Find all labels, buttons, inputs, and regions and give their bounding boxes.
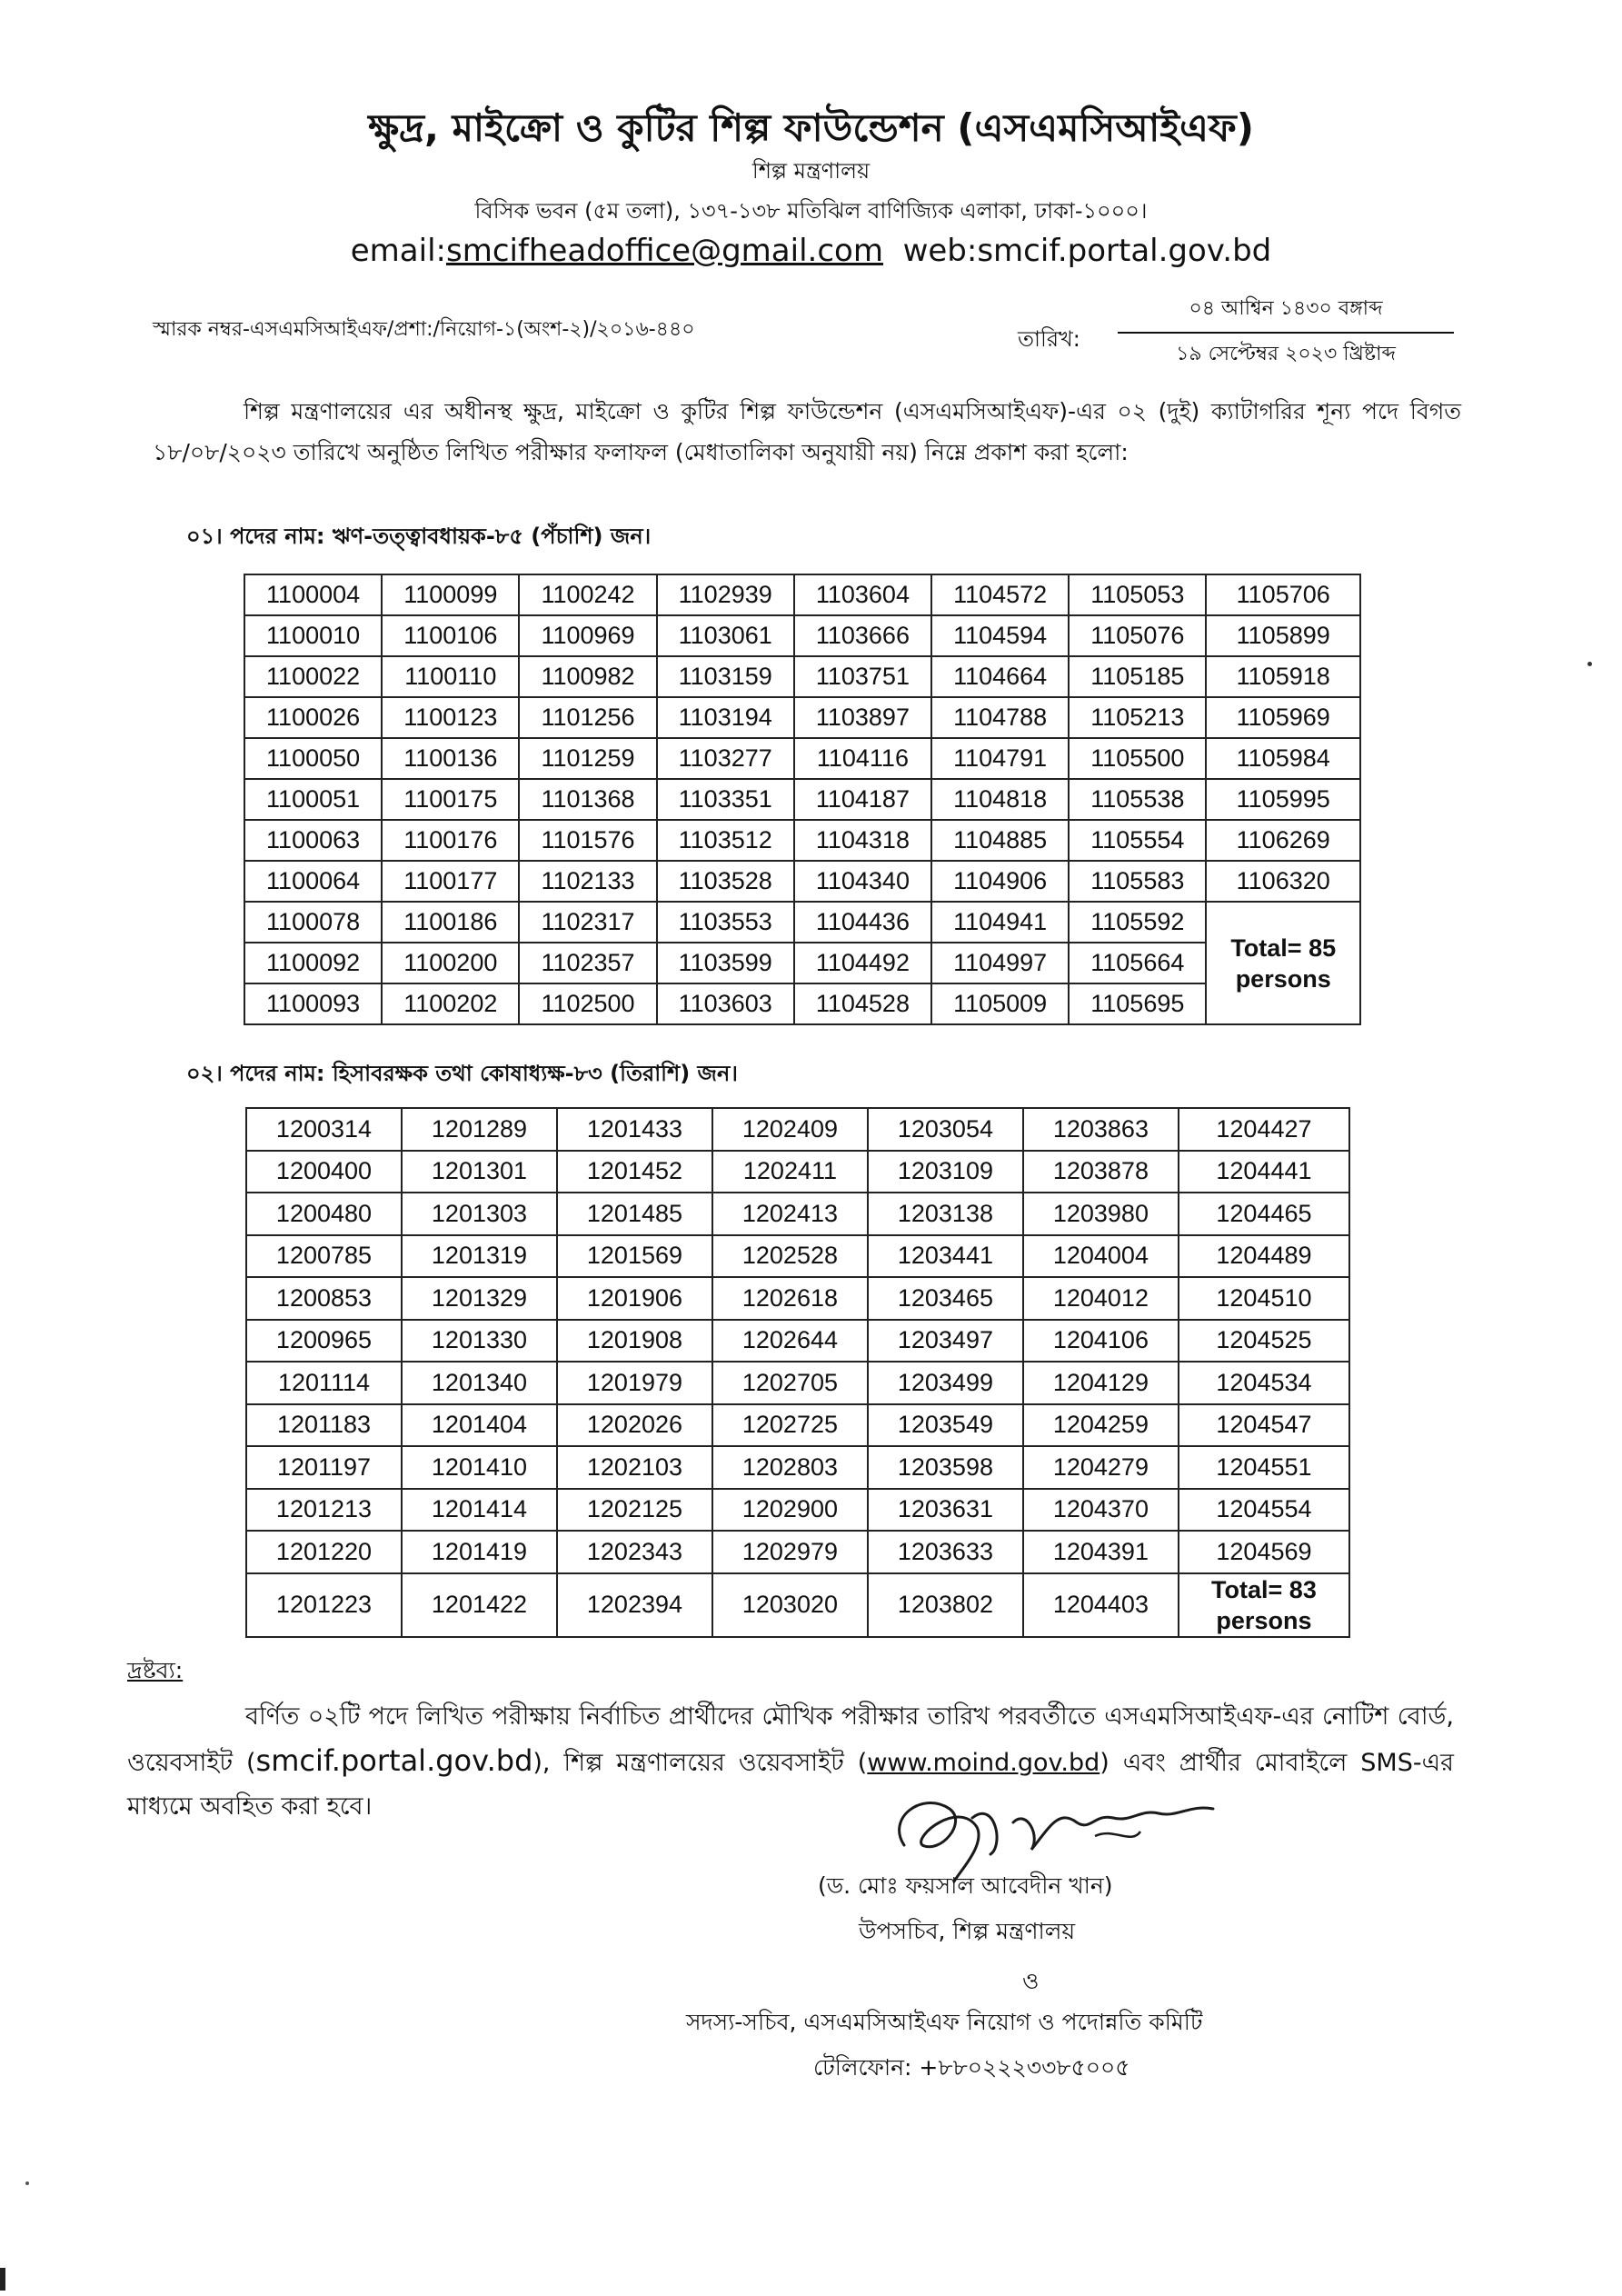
table-row [246, 1404, 1349, 1447]
roll-number-cell: 1201410 [402, 1446, 557, 1489]
roll-number-cell: 1106269 [1206, 820, 1360, 861]
roll-number-cell: 1100200 [382, 943, 519, 983]
roll-number-cell: 1105899 [1206, 615, 1360, 656]
roll-number-cell: 1104340 [794, 861, 931, 902]
roll-number-cell: 1100093 [244, 983, 382, 1024]
ministry-name: শিল্প মন্ত্রণালয় [751, 158, 871, 184]
roll-number-cell: 1204004 [1023, 1235, 1179, 1278]
email-link[interactable]: smcifheadoffice@gmail.com [445, 233, 883, 269]
roll-number-cell: 1104528 [794, 983, 931, 1024]
roll-number-cell: 1103159 [657, 656, 794, 697]
roll-number-cell: 1201114 [246, 1362, 402, 1404]
table-row [244, 656, 1360, 697]
roll-number-cell: 1100064 [244, 861, 382, 902]
roll-number-cell: 1104941 [931, 902, 1069, 943]
roll-number-cell: 1202803 [712, 1446, 868, 1489]
date-bangla: ০৪ আশ্বিন ১৪৩০ বঙ্গাব্দ [1118, 293, 1454, 334]
roll-number-cell: 1201485 [557, 1193, 712, 1235]
roll-number-cell: 1104906 [931, 861, 1069, 902]
web-link[interactable]: smcif.portal.gov.bd [977, 233, 1272, 269]
memo-number: স্মারক নম্বর-এসএমসিআইএফ/প্রশা:/নিয়োগ-১(অংশ-২)/২০১৬-৪৪০ [153, 318, 695, 341]
note-paragraph [127, 1695, 1454, 1829]
roll-number-cell: 1100110 [382, 656, 519, 697]
roll-number-cell: 1202528 [712, 1235, 868, 1278]
roll-number-cell: 1203878 [1023, 1151, 1179, 1193]
roll-number-cell: 1105053 [1069, 574, 1206, 615]
roll-number-cell: 1100186 [382, 902, 519, 943]
roll-number-cell: 1104818 [931, 779, 1069, 820]
email-label: email: [350, 233, 446, 269]
roll-number-cell: 1201213 [246, 1489, 402, 1532]
roll-number-cell: 1202705 [712, 1362, 868, 1404]
roll-number-cell: 1202979 [712, 1531, 868, 1573]
roll-number-cell: 1100969 [519, 615, 656, 656]
roll-number-cell: 1204403 [1023, 1573, 1179, 1637]
roll-number-cell: 1102939 [657, 574, 794, 615]
roll-number-cell: 1100123 [382, 697, 519, 738]
roll-number-cell: 1203109 [868, 1151, 1023, 1193]
roll-number-cell: 1104572 [931, 574, 1069, 615]
roll-number-cell: 1202900 [712, 1489, 868, 1532]
roll-number-cell: 1105969 [1206, 697, 1360, 738]
roll-number-cell: 1203020 [712, 1573, 868, 1637]
roll-number-cell: 1204525 [1179, 1320, 1349, 1363]
roll-number-cell: 1202413 [712, 1193, 868, 1235]
roll-number-cell: 1204489 [1179, 1235, 1349, 1278]
roll-number-cell: 1201414 [402, 1489, 557, 1532]
post1-title: ০১। পদের নাম: ঋণ-তত্ত্বাবধায়ক-৮৫ (পঁচাশি) জন। [186, 524, 652, 549]
roll-number-cell: 1100176 [382, 820, 519, 861]
roll-number-cell: 1100010 [244, 615, 382, 656]
roll-number-cell: 1204510 [1179, 1277, 1349, 1320]
total-unit: persons [1235, 964, 1331, 993]
roll-number-cell: 1104436 [794, 902, 931, 943]
roll-number-cell: 1105695 [1069, 983, 1206, 1024]
roll-number-cell: 1103277 [657, 738, 794, 779]
roll-number-cell: 1105185 [1069, 656, 1206, 697]
total-cell [1206, 902, 1360, 1024]
roll-number-cell: 1105918 [1206, 656, 1360, 697]
roll-number-cell: 1201223 [246, 1573, 402, 1637]
roll-number-cell: 1104187 [794, 779, 931, 820]
roll-number-cell: 1201908 [557, 1320, 712, 1363]
roll-number-cell: 1204106 [1023, 1320, 1179, 1363]
table-row [244, 943, 1360, 983]
roll-number-cell: 1201404 [402, 1404, 557, 1447]
roll-number-cell: 1204012 [1023, 1277, 1179, 1320]
roll-number-cell: 1103061 [657, 615, 794, 656]
contact-line [0, 233, 1622, 269]
roll-number-cell: 1100022 [244, 656, 382, 697]
roll-number-cell: 1201979 [557, 1362, 712, 1404]
roll-number-cell: 1203441 [868, 1235, 1023, 1278]
roll-number-cell: 1105009 [931, 983, 1069, 1024]
moind-website-link[interactable]: www.moind.gov.bd [867, 1749, 1100, 1777]
roll-number-cell: 1203054 [868, 1108, 1023, 1151]
table-row [246, 1108, 1349, 1151]
table-row [244, 697, 1360, 738]
table-row [244, 779, 1360, 820]
roll-number-cell: 1201906 [557, 1277, 712, 1320]
roll-number-cell: 1204441 [1179, 1151, 1349, 1193]
intro-paragraph: শিল্প মন্ত্রণালয়ের এর অধীনস্থ ক্ষুদ্র, মাইক্রো ও কুটির শিল্প ফাউন্ডেশন (এসএমসিআইএফ)-এর ০২ (দুই) ক্যাটাগরির শূন্য পদে বিগত ১৮/০৮/২০২৩ তারিখে অনুষ্ঠিত লিখিত পরীক্ষার ফলাফল (মেধাতালিকা অনুযায়ী নয়) নিম্নে প্রকাশ করা হলো: [153, 398, 1461, 465]
roll-number-cell: 1201419 [402, 1531, 557, 1573]
roll-number-cell: 1104492 [794, 943, 931, 983]
roll-number-cell: 1104318 [794, 820, 931, 861]
table-row [246, 1193, 1349, 1235]
roll-number-cell: 1202618 [712, 1277, 868, 1320]
roll-number-cell: 1105984 [1206, 738, 1360, 779]
roll-number-cell: 1106320 [1206, 861, 1360, 902]
roll-number-cell: 1204465 [1179, 1193, 1349, 1235]
roll-number-cell: 1204129 [1023, 1362, 1179, 1404]
roll-number-cell: 1105664 [1069, 943, 1206, 983]
roll-number-cell: 1203497 [868, 1320, 1023, 1363]
roll-number-cell: 1201289 [402, 1108, 557, 1151]
smcif-website-link[interactable]: smcif.portal.gov.bd [255, 1743, 533, 1778]
table-row [246, 1362, 1349, 1404]
date-label: তারিখ: [1018, 326, 1080, 352]
roll-number-cell: 1202411 [712, 1151, 868, 1193]
roll-number-cell: 1103897 [794, 697, 931, 738]
roll-number-cell: 1201452 [557, 1151, 712, 1193]
roll-number-cell: 1101259 [519, 738, 656, 779]
table-row [246, 1531, 1349, 1573]
roll-number-cell: 1105554 [1069, 820, 1206, 861]
post2-roll-table [245, 1107, 1350, 1638]
roll-number-cell: 1204370 [1023, 1489, 1179, 1532]
roll-number-cell: 1104885 [931, 820, 1069, 861]
roll-number-cell: 1204279 [1023, 1446, 1179, 1489]
table-row [246, 1235, 1349, 1278]
roll-number-cell: 1105592 [1069, 902, 1206, 943]
roll-number-cell: 1100982 [519, 656, 656, 697]
roll-number-cell: 1203802 [868, 1573, 1023, 1637]
roll-number-cell: 1103666 [794, 615, 931, 656]
roll-number-cell: 1204534 [1179, 1362, 1349, 1404]
roll-number-cell: 1104594 [931, 615, 1069, 656]
roll-number-cell: 1203631 [868, 1489, 1023, 1532]
roll-number-cell: 1202103 [557, 1446, 712, 1489]
roll-number-cell: 1204551 [1179, 1446, 1349, 1489]
roll-number-cell: 1103553 [657, 902, 794, 943]
web-label: web: [902, 233, 978, 269]
table-row [246, 1489, 1349, 1532]
roll-number-cell: 1104791 [931, 738, 1069, 779]
table-row [244, 902, 1360, 943]
roll-number-cell: 1100175 [382, 779, 519, 820]
roll-number-cell: 1100051 [244, 779, 382, 820]
roll-number-cell: 1201303 [402, 1193, 557, 1235]
roll-number-cell: 1105706 [1206, 574, 1360, 615]
roll-number-cell: 1102357 [519, 943, 656, 983]
roll-number-cell: 1200785 [246, 1235, 402, 1278]
roll-number-cell: 1203598 [868, 1446, 1023, 1489]
roll-number-cell: 1201433 [557, 1108, 712, 1151]
roll-number-cell: 1100004 [244, 574, 382, 615]
roll-number-cell: 1105213 [1069, 697, 1206, 738]
note-text-2: ), শিল্প মন্ত্রণালয়ের ওয়েবসাইট ( [532, 1749, 868, 1777]
table-row [246, 1277, 1349, 1320]
roll-number-cell: 1103351 [657, 779, 794, 820]
roll-number-cell: 1102317 [519, 902, 656, 943]
roll-number-cell: 1104788 [931, 697, 1069, 738]
roll-number-cell: 1102133 [519, 861, 656, 902]
roll-number-cell: 1202026 [557, 1404, 712, 1447]
post2-title: ০২। পদের নাম: হিসাবরক্ষক তথা কোষাধ্যক্ষ-৮৩ (তিরাশি) জন। [186, 1061, 738, 1086]
roll-number-cell: 1100177 [382, 861, 519, 902]
roll-number-cell: 1200314 [246, 1108, 402, 1151]
roll-number-cell: 1202725 [712, 1404, 868, 1447]
roll-number-cell: 1201183 [246, 1404, 402, 1447]
roll-number-cell: 1105995 [1206, 779, 1360, 820]
total-count: Total= 85 [1230, 933, 1337, 962]
roll-number-cell: 1102500 [519, 983, 656, 1024]
roll-number-cell: 1101368 [519, 779, 656, 820]
note-text-1: বর্ণিত ০২টি পদে লিখিত পরীক্ষায় নির্বাচিত প্রার্থীদের মৌখিক পরীক্ষার তারিখ পরবর্তীতে এসএমসিআইএফ-এর নোটিশ বোর্ড, ওয়েবসাইট ( [127, 1702, 1454, 1777]
table-row [246, 1573, 1349, 1637]
roll-number-cell: 1200480 [246, 1193, 402, 1235]
roll-number-cell: 1200853 [246, 1277, 402, 1320]
roll-number-cell: 1105076 [1069, 615, 1206, 656]
table-row [244, 983, 1360, 1024]
table-row [244, 861, 1360, 902]
roll-number-cell: 1103604 [794, 574, 931, 615]
roll-number-cell: 1103512 [657, 820, 794, 861]
signatory-phone: টেলিফোন: +৮৮০২২২৩৩৮৫০০৫ [813, 2054, 1130, 2081]
roll-number-cell: 1101256 [519, 697, 656, 738]
roll-number-cell: 1100099 [382, 574, 519, 615]
roll-number-cell: 1201319 [402, 1235, 557, 1278]
roll-number-cell: 1100050 [244, 738, 382, 779]
office-address: বিসিক ভবন (৫ম তলা), ১৩৭-১৩৮ মতিঝিল বাণিজ্যিক এলাকা, ঢাকা-১০০০। [474, 198, 1148, 224]
roll-number-cell: 1105583 [1069, 861, 1206, 902]
post1-roll-table [244, 574, 1361, 1025]
roll-number-cell: 1203980 [1023, 1193, 1179, 1235]
roll-number-cell: 1200965 [246, 1320, 402, 1363]
roll-number-cell: 1204259 [1023, 1404, 1179, 1447]
roll-number-cell: 1100026 [244, 697, 382, 738]
roll-number-cell: 1203633 [868, 1531, 1023, 1573]
roll-number-cell: 1100202 [382, 983, 519, 1024]
roll-number-cell: 1203499 [868, 1362, 1023, 1404]
roll-number-cell: 1201422 [402, 1573, 557, 1637]
scan-speck [25, 2181, 29, 2185]
roll-number-cell: 1203549 [868, 1404, 1023, 1447]
roll-number-cell: 1100078 [244, 902, 382, 943]
roll-number-cell: 1100092 [244, 943, 382, 983]
roll-number-cell: 1204391 [1023, 1531, 1179, 1573]
total-unit: persons [1216, 1606, 1312, 1634]
table-row [244, 738, 1360, 779]
roll-number-cell: 1103194 [657, 697, 794, 738]
date-english: ১৯ সেপ্টেম্বর ২০২৩ খ্রিষ্টাব্দ [1176, 343, 1396, 365]
roll-number-cell: 1202409 [712, 1108, 868, 1151]
roll-number-cell: 1200400 [246, 1151, 402, 1193]
roll-number-cell: 1201330 [402, 1320, 557, 1363]
roll-number-cell: 1100063 [244, 820, 382, 861]
roll-number-cell: 1203863 [1023, 1108, 1179, 1151]
roll-number-cell: 1201569 [557, 1235, 712, 1278]
roll-number-cell: 1201197 [246, 1446, 402, 1489]
signatory-title: উপসচিব, শিল্প মন্ত্রণালয় [859, 1918, 1076, 1944]
roll-number-cell: 1103599 [657, 943, 794, 983]
roll-number-cell: 1105538 [1069, 779, 1206, 820]
roll-number-cell: 1202125 [557, 1489, 712, 1532]
roll-number-cell: 1203138 [868, 1193, 1023, 1235]
total-count: Total= 83 [1211, 1575, 1317, 1603]
roll-number-cell: 1101576 [519, 820, 656, 861]
roll-number-cell: 1105500 [1069, 738, 1206, 779]
roll-number-cell: 1201220 [246, 1531, 402, 1573]
roll-number-cell: 1204427 [1179, 1108, 1349, 1151]
roll-number-cell: 1201329 [402, 1277, 557, 1320]
roll-number-cell: 1201340 [402, 1362, 557, 1404]
signatory-committee-title: সদস্য-সচিব, এসএমসিআইএফ নিয়োগ ও পদোন্নতি কমিটি [686, 2009, 1203, 2035]
roll-number-cell: 1103603 [657, 983, 794, 1024]
roll-number-cell: 1203465 [868, 1277, 1023, 1320]
roll-number-cell: 1103751 [794, 656, 931, 697]
roll-number-cell: 1202394 [557, 1573, 712, 1637]
total-cell [1179, 1573, 1349, 1637]
note-text-3: ) এবং প্রার্থীর মোবাইলে SMS-এর মাধ্যমে অবহিত করা হবে। [127, 1749, 1454, 1821]
roll-number-cell: 1202343 [557, 1531, 712, 1573]
signatory-conjunction: ও [1022, 1968, 1040, 1994]
note-heading: দ্রষ্টব্য: [127, 1657, 184, 1683]
table-row [246, 1151, 1349, 1193]
organization-name: ক্ষুদ্র, মাইক্রো ও কুটির শিল্প ফাউন্ডেশন (এসএমসিআইএফ) [368, 105, 1254, 150]
roll-number-cell: 1201301 [402, 1151, 557, 1193]
scan-speck [1587, 662, 1592, 666]
table-row [244, 615, 1360, 656]
roll-number-cell: 1204547 [1179, 1404, 1349, 1447]
roll-number-cell: 1204554 [1179, 1489, 1349, 1532]
roll-number-cell: 1100136 [382, 738, 519, 779]
roll-number-cell: 1104997 [931, 943, 1069, 983]
table-row [246, 1320, 1349, 1363]
table-row [246, 1446, 1349, 1489]
roll-number-cell: 1100106 [382, 615, 519, 656]
signatory-name: (ড. মোঃ ফয়সাল আবেদীন খান) [818, 1872, 1113, 1899]
table-row [244, 574, 1360, 615]
table-row [244, 820, 1360, 861]
roll-number-cell: 1104664 [931, 656, 1069, 697]
roll-number-cell: 1204569 [1179, 1531, 1349, 1573]
scan-edge-mark [0, 2268, 5, 2291]
roll-number-cell: 1100242 [519, 574, 656, 615]
roll-number-cell: 1202644 [712, 1320, 868, 1363]
roll-number-cell: 1104116 [794, 738, 931, 779]
roll-number-cell: 1103528 [657, 861, 794, 902]
